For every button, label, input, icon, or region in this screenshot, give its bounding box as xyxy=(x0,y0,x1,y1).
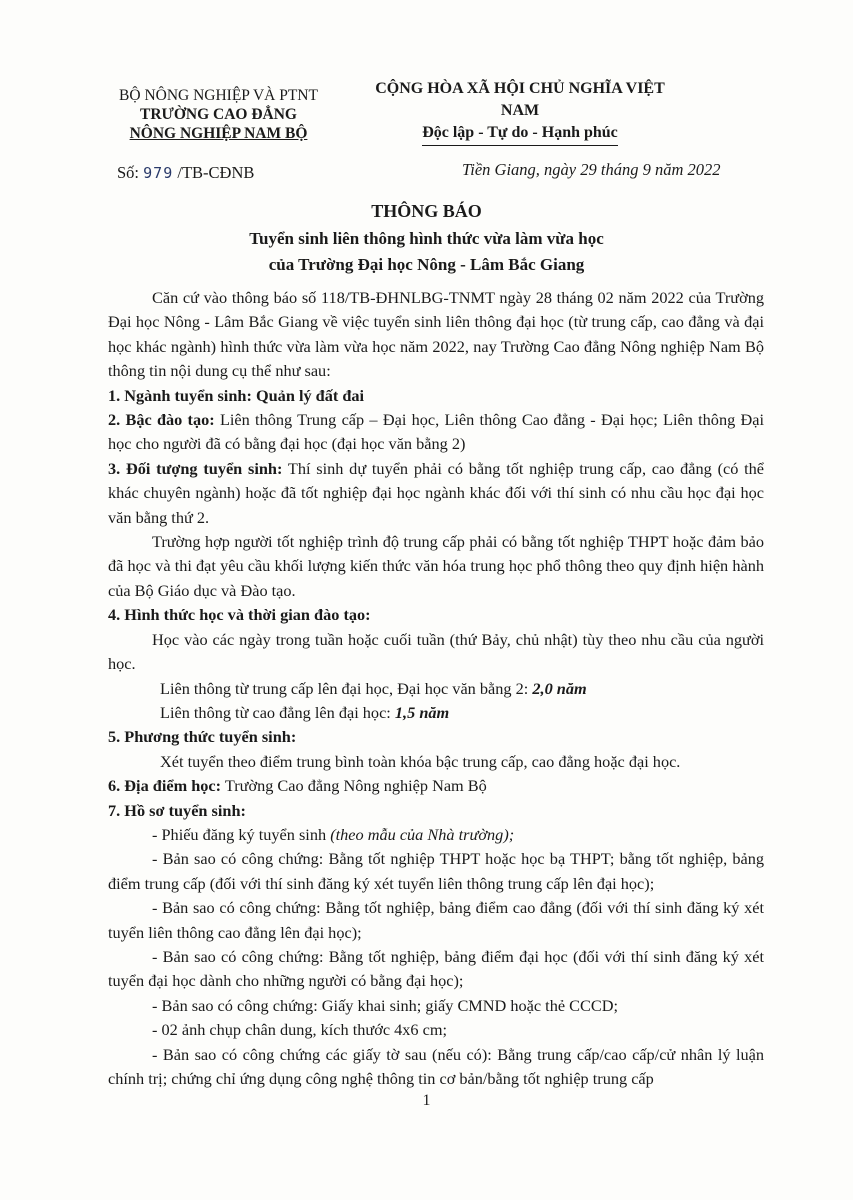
duration-2-text: Liên thông từ cao đẳng lên đại học: xyxy=(160,702,391,722)
section-6-label: 6. Địa điểm học: xyxy=(108,776,222,796)
section-3-label: 3. Đối tượng tuyển sinh: xyxy=(108,458,283,478)
place-date: Tiền Giang, ngày 29 tháng 9 năm 2022 xyxy=(462,160,721,179)
school-name-line1: TRƯỜNG CAO ĐẲNG xyxy=(139,106,297,123)
national-header xyxy=(360,78,680,146)
section-6-text: Trường Cao đẳng Nông nghiệp Nam Bộ xyxy=(224,776,487,796)
section-4-label: 4. Hình thức học và thời gian đào tạo: xyxy=(108,605,371,625)
section-1-label: 1. Ngành tuyển sinh: xyxy=(108,385,252,405)
national-motto: Độc lập - Tự do - Hạnh phúc xyxy=(422,122,618,146)
section-7-item-7: - Bản sao có công chứng các giấy tờ sau (nếu có): Bằng trung cấp/cao cấp/cử nhân lý luận chính trị; chứng chỉ ứng dụng công nghệ thông tin cơ bản/bằng tốt nghiệp trung cấp xyxy=(108,1044,764,1088)
duration-1-text: Liên thông từ trung cấp lên đại học, Đại học văn bằng 2: xyxy=(160,678,529,698)
duration-2-value: 1,5 năm xyxy=(394,702,450,722)
doc-number-handwritten: 979 xyxy=(143,164,174,182)
section-7-item-5: - Bản sao có công chứng: Giấy khai sinh; giấy CMND hoặc thẻ CCCD; xyxy=(152,995,618,1015)
document-subtitle-line1: Tuyển sinh liên thông hình thức vừa làm vừa học xyxy=(249,229,604,248)
section-5-paragraph: Xét tuyển theo điểm trung bình toàn khóa bậc trung cấp, cao đẳng hoặc đại học. xyxy=(160,751,681,771)
section-2-text: Liên thông Trung cấp – Đại học, Liên thông Cao đẳng - Đại học; Liên thông Đại học cho người đã có bằng đại học (đại học văn bằng 2) xyxy=(108,410,764,454)
intro-paragraph: Căn cứ vào thông báo số 118/TB-ĐHNLBG-TNMT ngày 28 tháng 02 năm 2022 của Trường Đại học Nông - Lâm Bắc Giang về việc tuyển sinh liên thông đại học (từ trung cấp, cao đẳng và đại học khác ngành) hình thức vừa làm vừa học năm 2022, nay Trường Cao đẳng Nông nghiệp Nam Bộ thông tin nội dung cụ thể như sau: xyxy=(108,288,764,381)
school-name-line2: NÔNG NGHIỆP NAM BỘ xyxy=(129,125,308,142)
section-4-duration-2 xyxy=(108,701,764,725)
section-1-value: Quản lý đất đai xyxy=(255,385,365,405)
document-number xyxy=(117,163,254,183)
section-1 xyxy=(108,384,764,408)
section-4-paragraph: Học vào các ngày trong tuần hoặc cuối tuần (thứ Bảy, chủ nhật) tùy theo nhu cầu của người học. xyxy=(108,629,764,674)
page-number: 1 xyxy=(422,1092,431,1109)
doc-number-prefix: Số: xyxy=(117,163,140,182)
ministry-name: BỘ NÔNG NGHIỆP VÀ PTNT xyxy=(119,87,318,104)
section-7-item-1 xyxy=(108,823,764,847)
section-3-text: Thí sinh dự tuyển phải có bằng tốt nghiệp trung cấp, cao đẳng (có thể khác chuyên ngành) hoặc đã tốt nghiệp đại học ngành khác đối với thí sinh có nhu cầu học đại học văn bằng thứ 2. xyxy=(108,458,765,527)
section-7-item-4: - Bản sao có công chứng: Bằng tốt nghiệp, bảng điểm đại học (đối với thí sinh đăng ký xét tuyển đại học dành cho những người có bằng đại học); xyxy=(108,946,764,991)
section-5-label: 5. Phương thức tuyển sinh: xyxy=(108,727,297,747)
item-1-text: - Phiếu đăng ký tuyển sinh xyxy=(152,824,327,844)
section-7-label: 7. Hồ sơ tuyển sinh: xyxy=(108,800,246,820)
nation-name: CỘNG HÒA XÃ HỘI CHỦ NGHĨA VIỆT NAM xyxy=(375,80,665,119)
section-7-item-3: - Bản sao có công chứng: Bằng tốt nghiệp, bảng điểm cao đẳng (đối với thí sinh đăng ký xét tuyển liên thông cao đẳng lên đại học); xyxy=(108,898,764,942)
section-3-paragraph: Trường hợp người tốt nghiệp trình độ trung cấp phải có bằng tốt nghiệp THPT hoặc đảm bảo đã học và thi đạt yêu cầu khối lượng kiến thức văn hóa trung học phổ thông theo quy định hiện hành của Bộ Giáo dục và Đào tạo. xyxy=(108,532,764,600)
section-7-item-6: - 02 ảnh chụp chân dung, kích thước 4x6 cm; xyxy=(152,1020,448,1040)
item-1-note: (theo mẫu của Nhà trường); xyxy=(330,824,515,844)
section-3 xyxy=(108,457,764,530)
document-subtitle-line2: của Trường Đại học Nông - Lâm Bắc Giang xyxy=(268,255,585,274)
document-body xyxy=(108,286,764,1091)
section-4-duration-1 xyxy=(108,677,764,701)
section-2-label: 2. Bậc đào tạo: xyxy=(108,410,215,430)
section-2 xyxy=(108,408,764,457)
section-6 xyxy=(108,774,764,798)
duration-1-value: 2,0 năm xyxy=(532,678,587,698)
doc-number-suffix: /TB-CĐNB xyxy=(177,163,255,182)
section-7-item-2: - Bản sao có công chứng: Bằng tốt nghiệp THPT hoặc học bạ THPT; bằng tốt nghiệp, bảng điểm trung cấp (đối với thí sinh đăng ký xét tuyển liên thông trung cấp lên đại học); xyxy=(108,849,764,893)
document-title: THÔNG BÁO xyxy=(371,201,482,221)
issuer-block xyxy=(96,86,341,143)
